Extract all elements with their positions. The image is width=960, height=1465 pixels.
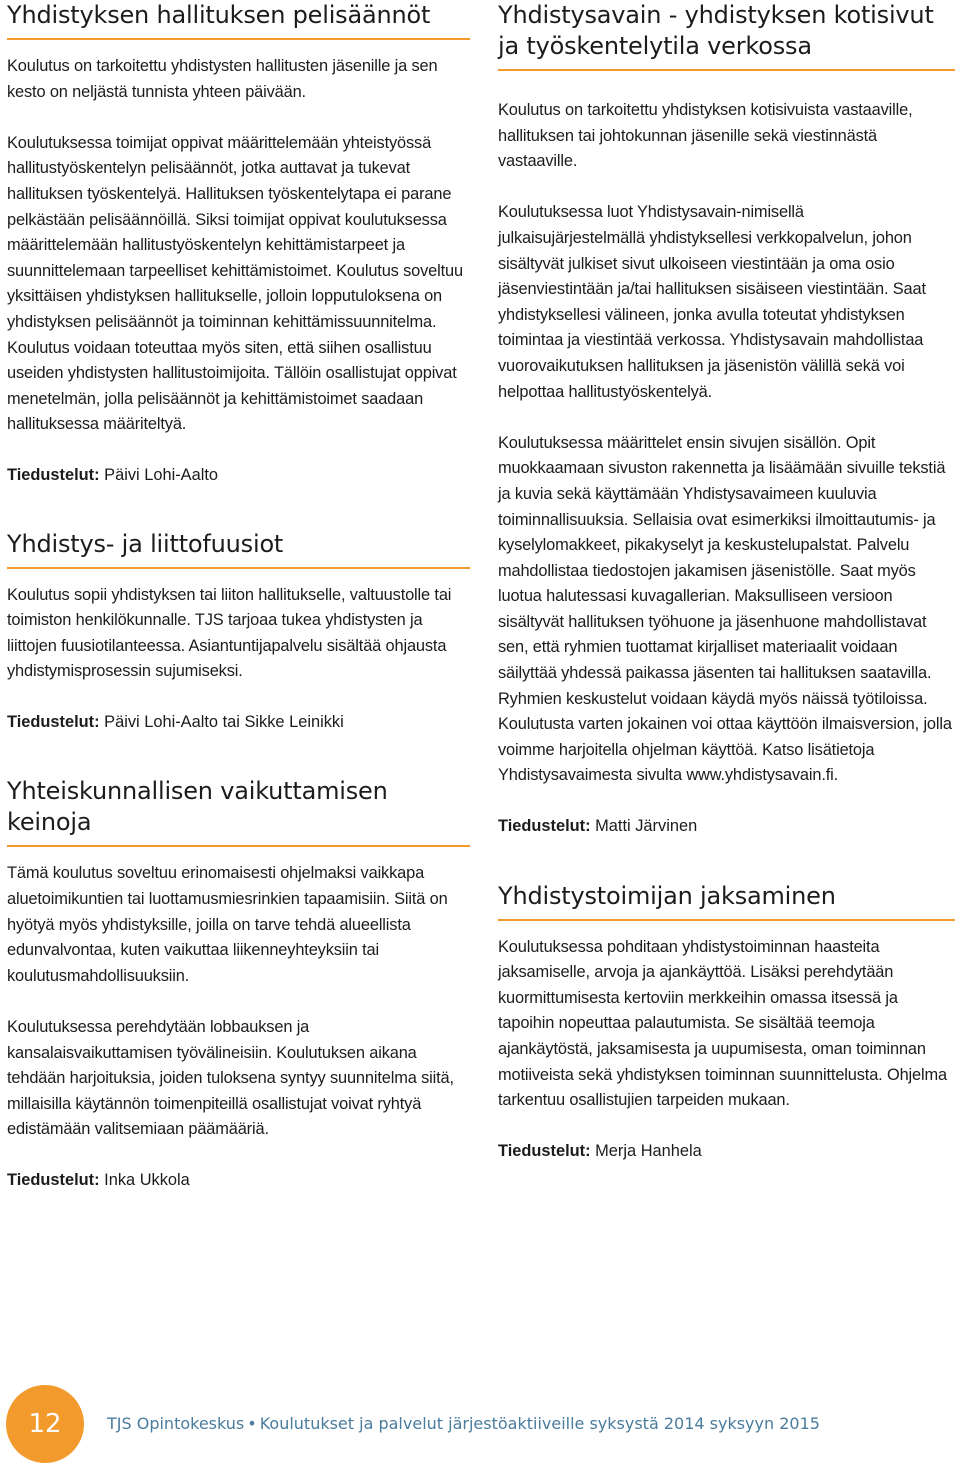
section-divider [498,69,955,71]
contact-name: Matti Järvinen [595,817,698,836]
section-paragraph: Koulutuksessa luot Yhdistysavain-nimisellä julkaisujärjestelmällä yhdistyksellesi verkkopalvelun, johon sisältyvät julkiset sivut ulkoiseen viestintään ja oma osio jäsenviestintään ja/tai hallituksen sisäiseen viestintään. Saat yhdistyksellesi välineen, jonka avulla toteutat yhdistyksen toimintaa ja viestintää verkossa. Yhdistysavain mahdollistaa vuorovaikutuksen hallituksen ja jäsenistön välillä sekä voi helpottaa hallitustyöskentelyä. [498,203,926,401]
section-paragraph: Tämä koulutus soveltuu erinomaisesti ohjelmaksi vaikkapa aluetoimikuntien tai luottamusmiesrinkien tapaamisiin. Siitä on hyötyä myös yhdistyksille, joilla on tarve tehdä alueellista edunvalvontaa, kuten vaikuttaa liikenneyhteyksiin tai koulutusmahdollisuuksiin. [7,864,448,985]
section-yhdistysavain [498,0,955,840]
section-divider [7,567,470,569]
section-divider [7,38,470,40]
left-column [7,0,470,1194]
section-divider [7,845,470,847]
section-paragraph: Koulutus on tarkoitettu yhdistysten hallitusten jäsenille ja sen kesto on neljästä tunnista yhteen päivään. [7,57,438,101]
section-paragraph: Koulutuksessa perehdytään lobbauksen ja kansalaisvaikuttamisen työvälineisiin. Koulutuksen aikana tehdään harjoituksia, joiden tuloksena syntyy suunnitelma siitä, millaisilla käytännön toimenpiteillä osallistujat voivat ryhtyä edistämään valitsemiaan päämääriä. [7,1018,454,1139]
section-paragraph: Koulutus sopii yhdistyksen tai liiton hallitukselle, valtuustolle tai toimiston henkilökunnalle. TJS tarjoaa tukea yhdistysten ja liittojen fuusiotilanteessa. Asiantuntijapalvelu sisältää ohjausta yhdistymisprosessin sujumiseksi. [7,585,452,681]
section-title: Yhdistystoimijan jaksaminen [498,881,836,910]
contact-label: Tiedustelut: [498,1141,591,1160]
footer-separator: • [247,1414,257,1433]
section-paragraph: Koulutuksessa toimijat oppivat määrittelemään yhteistyössä hallitustyöskentelyn pelisäännöt, jotka auttavat ja tukevat hallituksen työskentelyä. Hallituksen työskentelytapa ei parane pelkästään pelisäännöillä. Siksi toimijat oppivat koulutuksessa määrittelemään hallitustyöskentelyn kehittämistarpeet ja suunnittelemaan tarpeelliset kehittämistoimet. Koulutus soveltuu yksittäisen yhdistyksen hallitukselle, jolloin lopputuloksena on yhdistyksen pelisäännöt ja toiminnan kehittämissuunnitelma. Koulutus voidaan toteuttaa myös siten, että siihen osallistuu useiden yhdistysten hallitustoimijoita. Tällöin osallistujat oppivat menetelmän, jolla pelisäännöt ja kehittämistoimet saadaan hallituksessa määriteltyä. [7,133,463,434]
section-jaksaminen [498,881,955,1165]
section-title: Yhdistyksen hallituksen pelisäännöt [7,1,431,29]
section-paragraph: Koulutuksessa pohditaan yhdistystoiminnan haasteita jaksamiselle, arvoja ja ajankäyttöä. Lisäksi perehdytään kuormittumisesta kertoviin merkkeihin omassa itsessä ja tapoihin nopeuttaa palautumista. Se sisältää teemoja ajankäytöstä, jaksamisesta ja uupumisesta, oman toiminnan motiiveista sekä yhdistyksen toiminnan suunnittelusta. Ohjelma tarkentuu osallistujien tarpeiden mukaan. [498,937,947,1110]
section-paragraph: Koulutus on tarkoitettu yhdistyksen kotisivuista vastaaville, hallituksen tai johtokunnan jäsenille sekä viestinnästä vastaaville. [498,101,913,171]
section-title: Yhdistys- ja liittofuusiot [7,529,284,558]
section-title: Yhdistysavain - yhdistyksen kotisivut ja työskentelytila verkossa [498,1,934,60]
section-hallituksen-pelisaannot [7,0,470,489]
contact-line [498,814,955,840]
contact-name: Päivi Lohi-Aalto [104,465,219,484]
contact-label: Tiedustelut: [7,1171,100,1189]
footer-publication: Koulutukset ja palvelut järjestöaktiiveille syksystä 2014 syksyyn 2015 [259,1414,820,1433]
footer-publication-line [107,1413,820,1435]
section-paragraph: Koulutuksessa määrittelet ensin sivujen sisällön. Opit muokkaamaan sivuston rakennetta ja lisäämään sivuille tekstiä ja kuvia sekä käyttämään Yhdistysavaimeen kuuluvia toiminnallisuuksia. Sellaisia ovat esimerkiksi ilmoittautumis- ja kyselylomakkeet, pikakyselyt ja keskustelupalstat. Palvelu mahdollistaa tiedostojen jakamisen jäsenistölle. Saat myös luotua halutessasi kuvagallerian. Maksulliseen versioon sisältyvät hallituksen työhuone ja jäsenhuone mahdollistavat sen, että ryhmien tuottamat kirjalliset materiaalit voidaan säilyttää yhdessä paikassa jäsenten tai hallituksen saatavilla. Ryhmien keskustelut voidaan käydä myös näissä työtiloissa. Koulutusta varten jokainen voi ottaa käyttöön ilmaisversion, jolla voimme harjoitella ohjelman käyttöä. Katso lisätietoja Yhdistysavaimesta sivulta www.yhdistysavain.fi. [498,433,952,785]
contact-line [7,1168,470,1194]
contact-name: Inka Ukkola [104,1171,190,1189]
section-liittofuusiot [7,529,470,736]
contact-line [7,710,470,736]
section-title: Yhteiskunnallisen vaikuttamisen keinoja [7,777,388,837]
contact-name: Merja Hanhela [595,1141,702,1160]
contact-label: Tiedustelut: [7,712,100,731]
right-column [498,0,955,1164]
contact-line [498,1139,955,1165]
section-vaikuttamisen-keinoja [7,776,470,1193]
footer-publisher: TJS Opintokeskus [107,1414,245,1433]
contact-name: Päivi Lohi-Aalto tai Sikke Leinikki [104,712,344,731]
contact-label: Tiedustelut: [498,817,591,836]
page-number: 12 [6,1385,84,1463]
section-divider [498,919,955,921]
contact-label: Tiedustelut: [7,465,100,484]
contact-line [7,463,470,489]
page-footer [0,1382,960,1465]
